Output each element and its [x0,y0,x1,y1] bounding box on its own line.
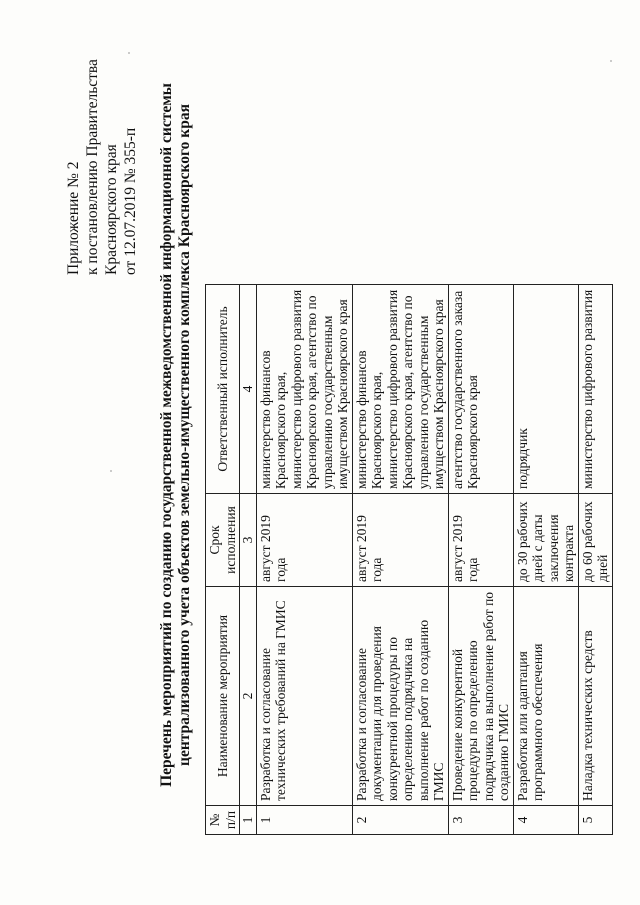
title-line-1: Перечень мероприятий по созданию государственной межведомственной информационной системы [158,83,175,787]
table-header-row [206,285,240,835]
column-number: 4 [240,285,257,494]
column-number-row [240,285,257,835]
row-deadline: август 2019 года [352,494,448,587]
header-deadline: Срок исполнения [206,494,240,587]
document-title [158,25,194,845]
row-name: Разработка или адаптация программного обеспечения [513,587,578,806]
table-row [578,285,612,835]
appendix-block [64,15,140,275]
row-num: 5 [578,806,612,835]
row-name: Наладка технических средств [578,587,612,806]
row-deadline: до 60 рабочих дней [578,494,612,587]
row-name: Проведение конкурентной процедуры по определению подрядчика на выполнение работ по созданию ГМИС [448,587,513,806]
row-deadline: до 30 рабочих дней с даты заключения контракта [513,494,578,587]
row-name: Разработка и согласование технических требований на ГМИС [256,587,352,806]
title-line-2: централизованного учета объектов земельно-имущественного комплекса Красноярского края [176,104,193,766]
column-number: 2 [240,587,257,806]
header-num: № п/п [206,806,240,835]
row-num: 2 [352,806,448,835]
row-num: 1 [256,806,352,835]
header-name: Наименование мероприятия [206,587,240,806]
row-num: 3 [448,806,513,835]
column-number: 3 [240,494,257,587]
appendix-number: Приложение № 2 [65,161,82,275]
row-responsible: агентство государственного заказа Красноярского края [448,285,513,494]
row-deadline: август 2019 года [256,494,352,587]
row-num: 4 [513,806,578,835]
row-responsible: министерство финансов Красноярского края, министерство цифрового развития Красноярского края, агентство по управлению государственным имуществом Красноярского края [352,285,448,494]
row-name: Разработка и согласование документации для проведения конкурентной процедуры по определению подрядчика на выполнение работ по созданию ГМИС [352,587,448,806]
row-responsible: министерство финансов Красноярского края, министерство цифрового развития Красноярского края, агентство по управлению государственным имуществом Красноярского края [256,285,352,494]
appendix-resolution-line: к постановлению Правительства [84,59,101,275]
table-row [352,285,448,835]
column-number: 1 [240,806,257,835]
appendix-date-line: от 12.07.2019 № 355-п [122,127,139,275]
row-deadline: август 2019 года [448,494,513,587]
table-row [256,285,352,835]
row-responsible: подрядчик [513,285,578,494]
row-responsible: министерство цифрового развития [578,285,612,494]
table-row [448,285,513,835]
measures-table [205,284,613,835]
appendix-region-line: Красноярского края [103,144,120,275]
table-row [513,285,578,835]
header-responsible: Ответственный исполнитель [206,285,240,494]
